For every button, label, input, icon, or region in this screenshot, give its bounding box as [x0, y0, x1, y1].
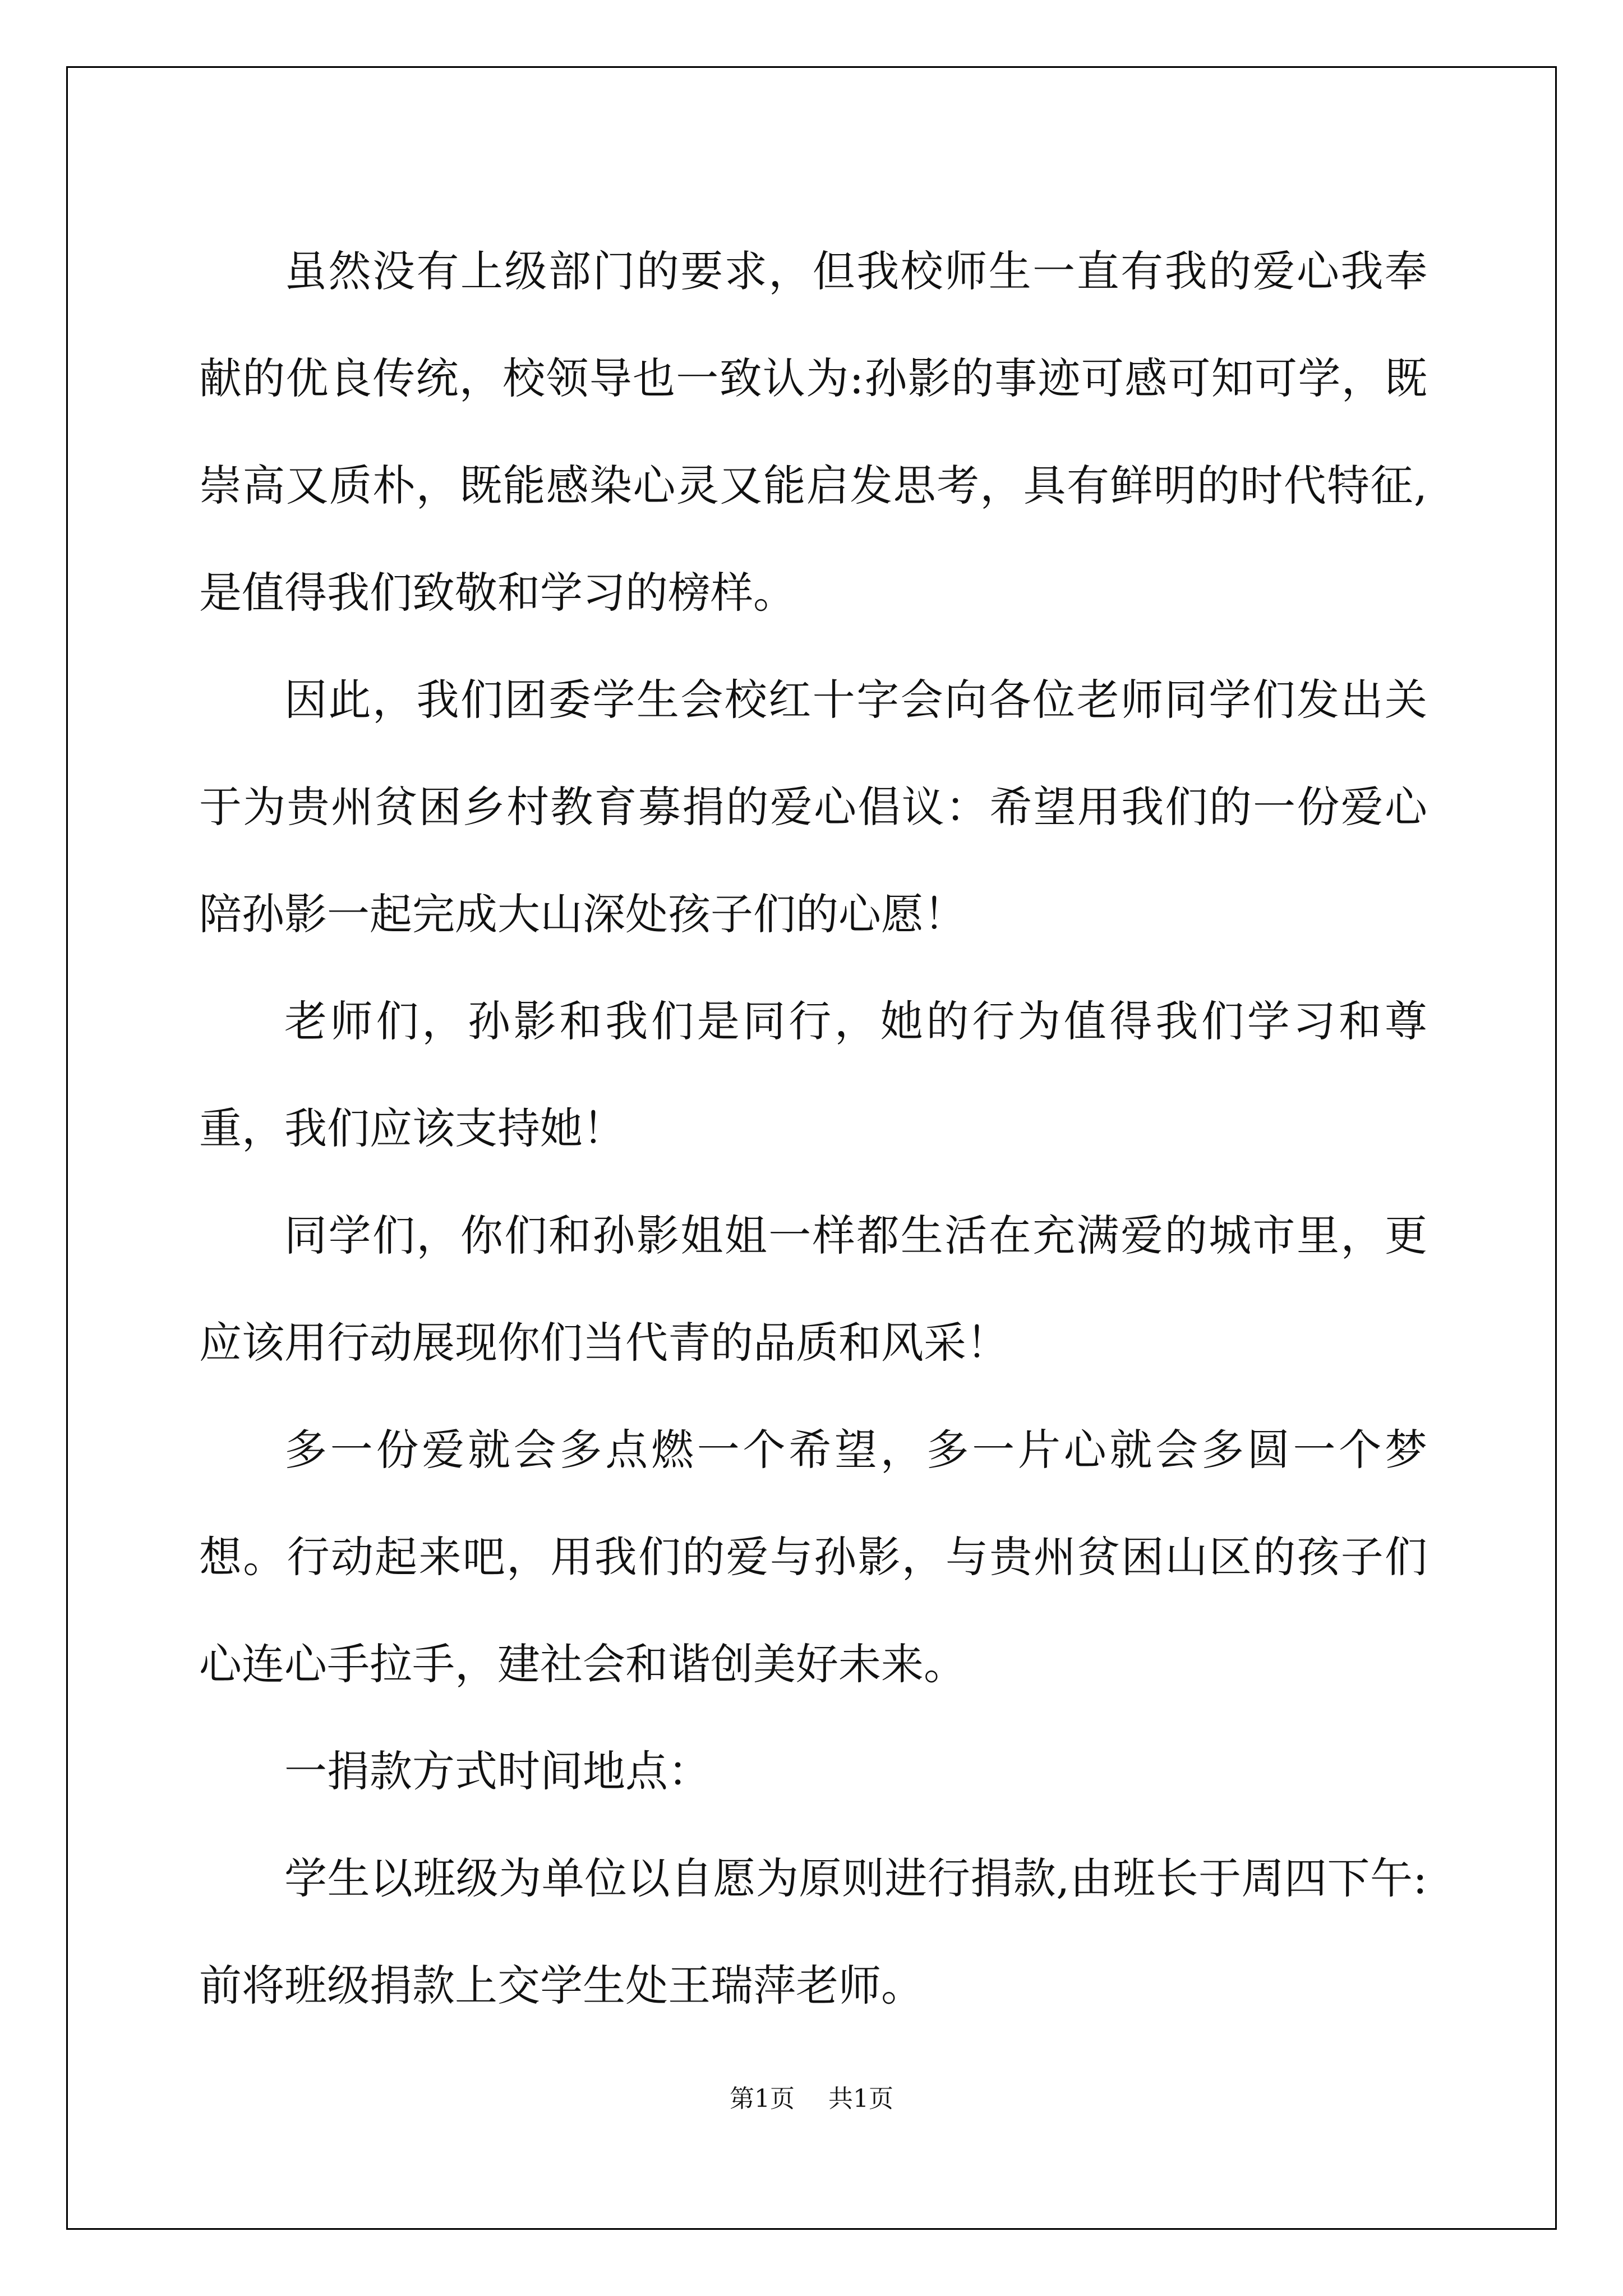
paragraph-4: 同学们，你们和孙影姐姐一样都生活在充满爱的城市里，更应该用行动展现你们当代青的品质和风采！ [199, 1211, 1427, 1368]
paragraph-1: 虽然没有上级部门的要求，但我校师生一直有我的爱心我奉献的优良传统，校领导也一致认为:孙影的事迹可感可知可学，既崇高又质朴，既能感染心灵又能启发思考，具有鲜明的时代特征,是值得我们致敬和学习的榜样。 [199, 246, 1427, 618]
paragraph-6: 一捐款方式时间地点： [284, 1746, 711, 1796]
page-number-total: 共1页 [828, 2085, 893, 2113]
page-number-current: 第1页 [730, 2085, 795, 2113]
paragraph-2: 因此，我们团委学生会校红十字会向各位老师同学们发出关于为贵州贫困乡村教育募捐的爱心倡议：希望用我们的一份爱心陪孙影一起完成大山深处孩子们的心愿！ [199, 675, 1427, 939]
paragraph-5: 多一份爱就会多点燃一个希望，多一片心就会多圆一个梦想。行动起来吧，用我们的爱与孙影，与贵州贫困山区的孩子们心连心手拉手，建社会和谐创美好未来。 [199, 1425, 1427, 1689]
document-body [199, 218, 1427, 2039]
paragraph-7: 学生以班级为单位以自愿为原则进行捐款,由班长于周四下午:前将班级捐款上交学生处王瑞萍老师。 [199, 1853, 1427, 2010]
page-footer [0, 2082, 1623, 2116]
paragraph-3: 老师们，孙影和我们是同行，她的行为值得我们学习和尊重，我们应该支持她！ [199, 996, 1427, 1153]
